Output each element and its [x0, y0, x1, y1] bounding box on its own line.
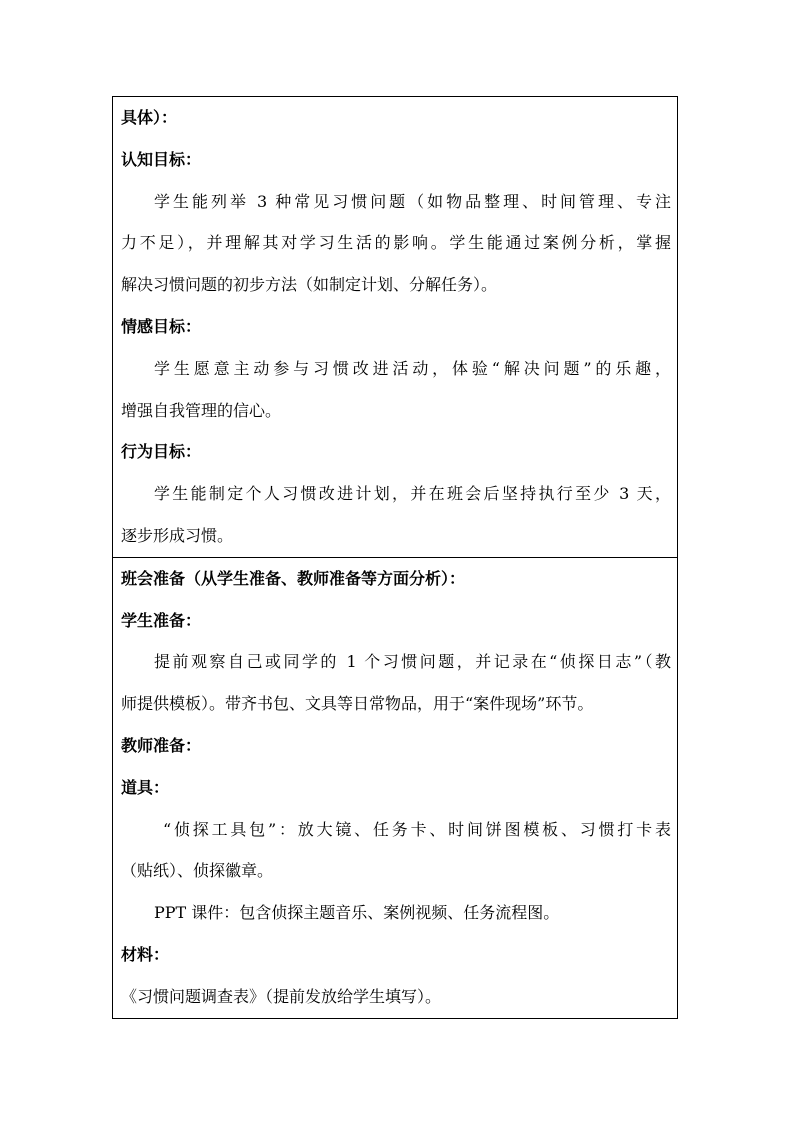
- cognitive-goal-heading: 认知目标：: [121, 149, 202, 169]
- materials-heading: 材料：: [121, 944, 170, 964]
- ppt-courseware-line: PPT 课件：包含侦探主题音乐、案例视频、任务流程图。: [154, 903, 560, 923]
- objectives-continuation: 具体）：: [121, 108, 178, 127]
- lesson-plan-table: [112, 96, 678, 1019]
- objectives-cell: [113, 97, 677, 557]
- materials-line: 《习惯问题调查表》（提前发放给学生填写）。: [121, 986, 442, 1006]
- student-prep-line: 师提供模板）。带齐书包、文具等日常物品，用于“案件现场”环节。: [121, 694, 594, 714]
- cognitive-goal-line: 力不足），并理解其对学习生活的影响。学生能通过案例分析，掌握: [121, 233, 671, 253]
- props-line: “侦探工具包”：放大镜、任务卡、时间饼图模板、习惯打卡表: [163, 819, 671, 839]
- teacher-prep-heading: 教师准备：: [121, 735, 202, 755]
- cognitive-goal-line: 解决习惯问题的初步方法（如制定计划、分解任务）。: [121, 275, 498, 295]
- props-line: （贴纸）、侦探徽章。: [121, 861, 274, 881]
- behavior-goal-heading: 行为目标：: [121, 442, 202, 462]
- behavior-goal-line: 逐步形成习惯。: [121, 525, 234, 545]
- props-heading: 道具：: [121, 777, 170, 797]
- student-prep-line: 提前观察自己或同学的 1 个习惯问题，并记录在“侦探日志”（教: [154, 652, 671, 672]
- preparation-title: 班会准备（从学生准备、教师准备等方面分析）：: [121, 568, 466, 588]
- student-prep-heading: 学生准备：: [121, 610, 202, 630]
- emotional-goal-line: 增强自我管理的信心。: [121, 400, 282, 420]
- preparation-cell: [113, 557, 677, 1018]
- behavior-goal-line: 学生能制定个人习惯改进计划，并在班会后坚持执行至少 3 天，: [154, 484, 671, 504]
- emotional-goal-line: 学生愿意主动参与习惯改进活动，体验“解决问题”的乐趣，: [154, 358, 671, 378]
- emotional-goal-heading: 情感目标：: [121, 316, 202, 336]
- cognitive-goal-line: 学生能列举 3 种常见习惯问题（如物品整理、时间管理、专注: [154, 191, 671, 211]
